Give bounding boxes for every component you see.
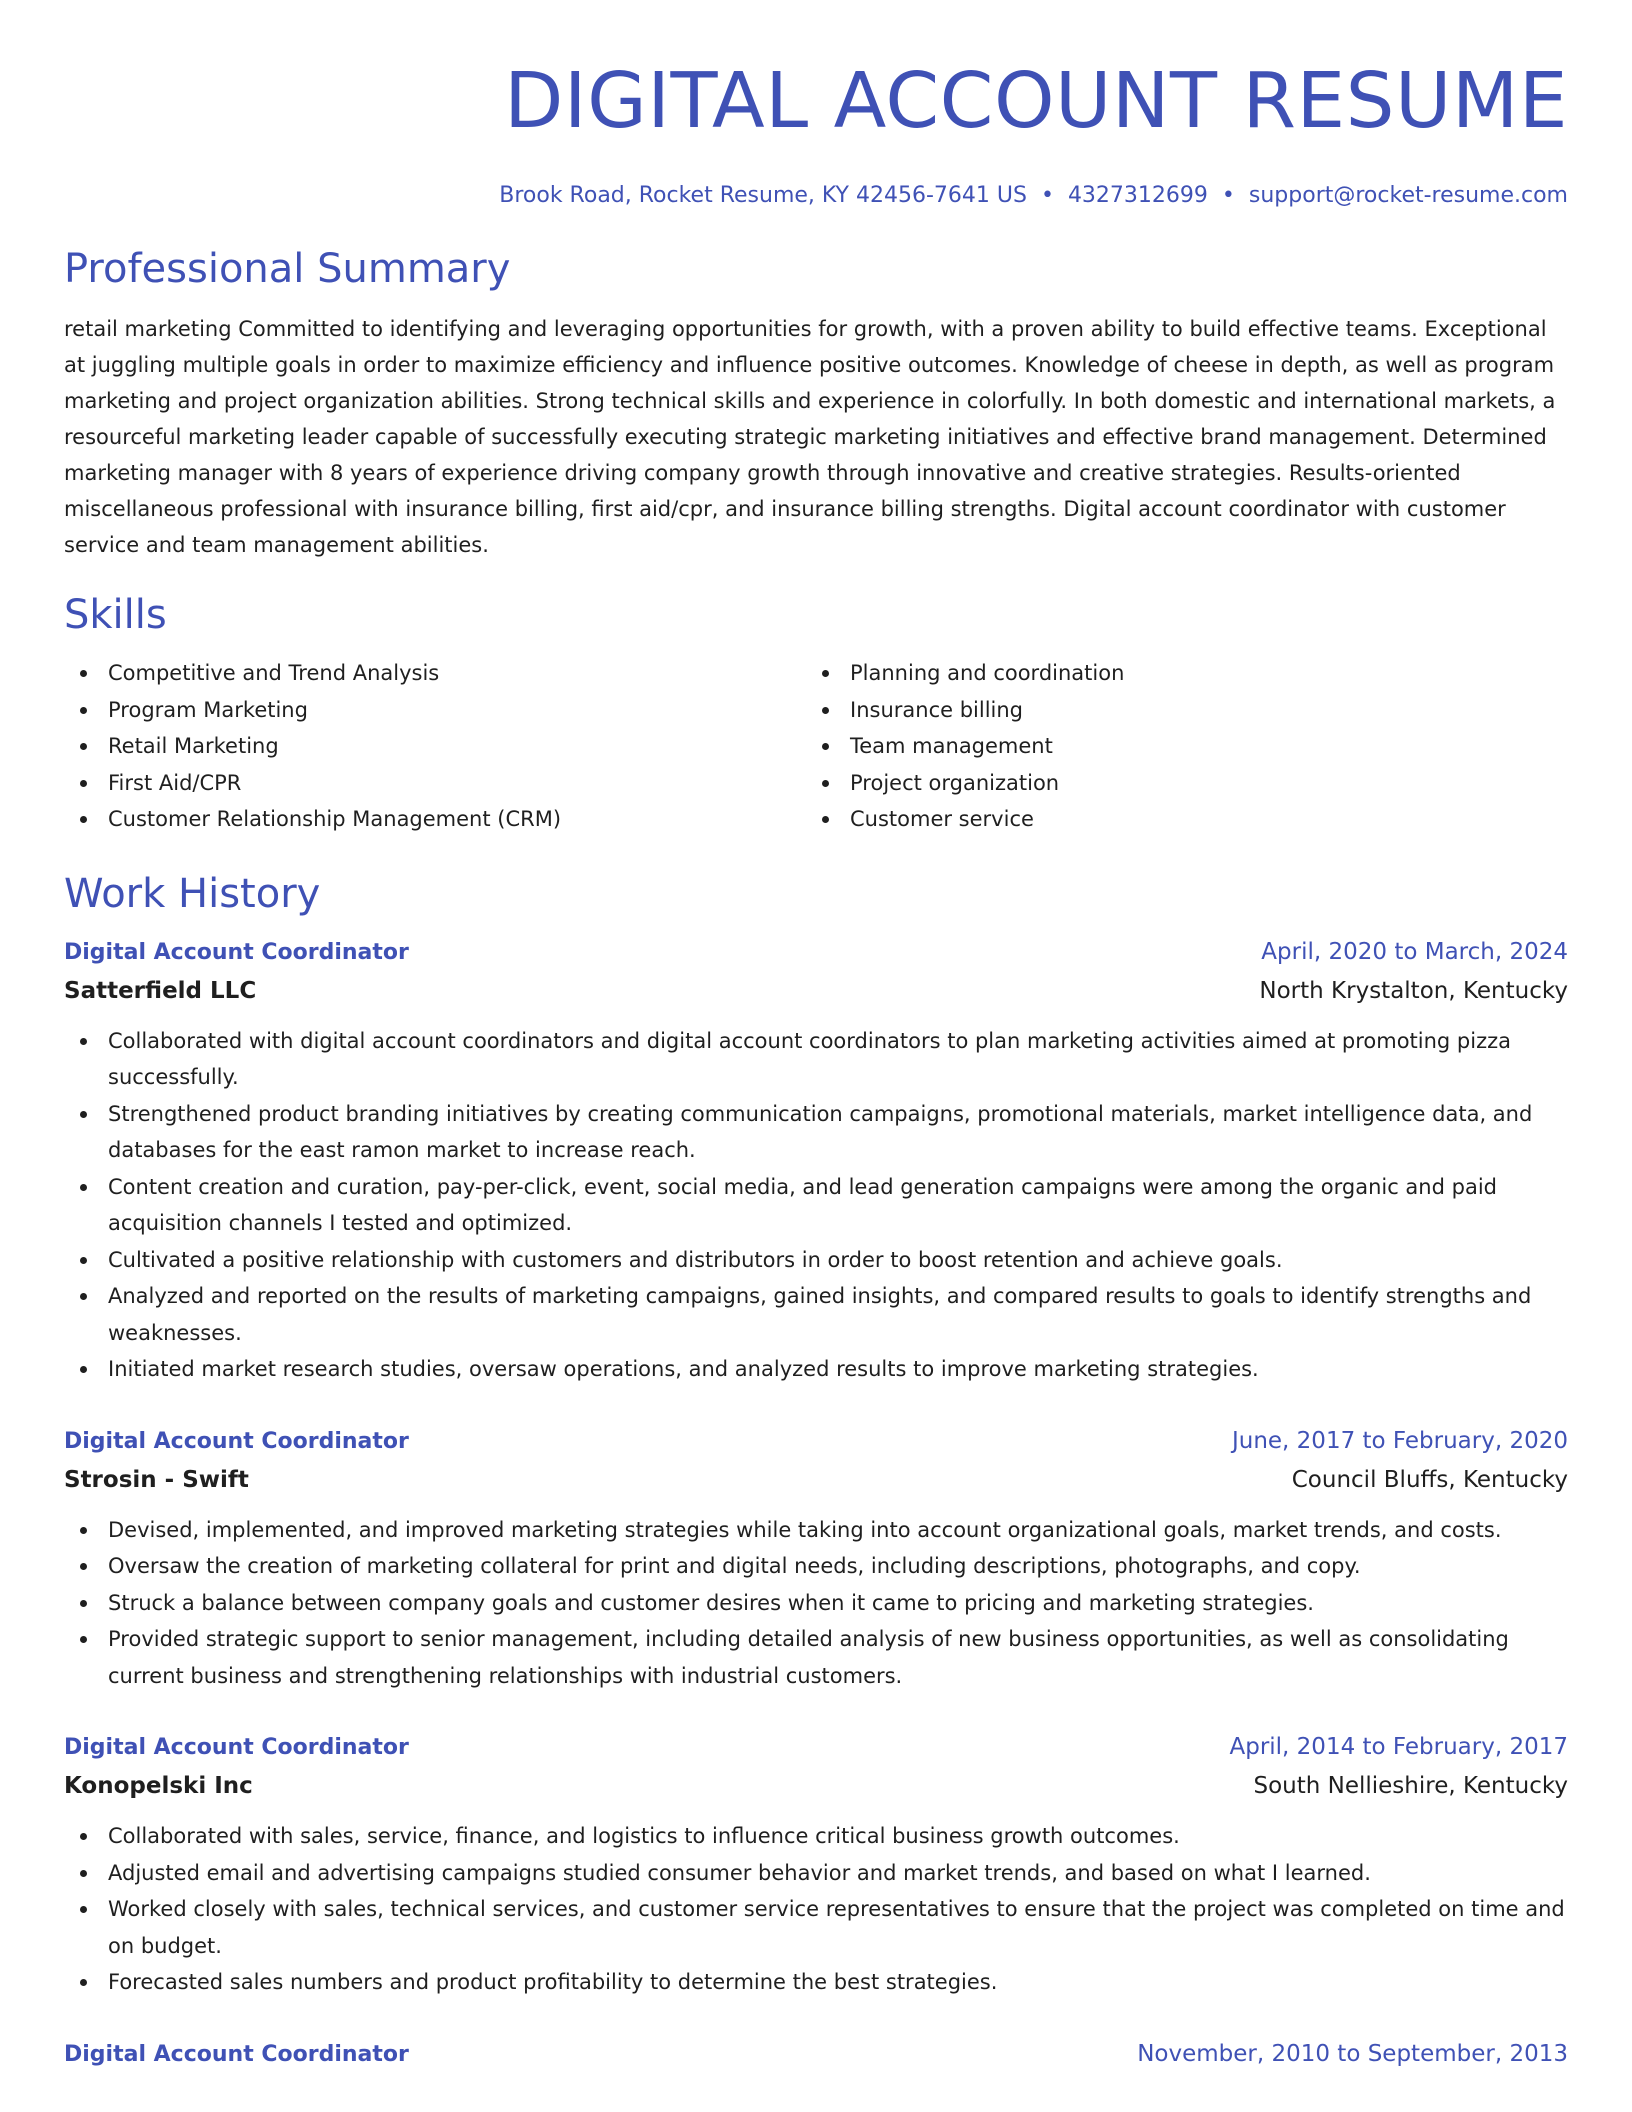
work-history-heading: Work History — [64, 870, 321, 917]
contact-email[interactable]: support@rocket-resume.com — [1248, 183, 1568, 208]
skills-list — [64, 655, 1568, 838]
skills-column-right — [806, 655, 1548, 838]
job-bullet: Worked closely with sales, technical services, and customer service representatives to ensure that the project was completed on time and on budget. — [64, 1891, 1568, 1964]
job-location: Council Bluffs, Kentucky — [1291, 1466, 1568, 1493]
job-bullet: Analyzed and reported on the results of marketing campaigns, gained insights, and compared results to goals to identify strengths and weaknesses. — [64, 1278, 1568, 1351]
skill-item: Team management — [806, 728, 1548, 765]
job-header — [64, 934, 1568, 971]
job-bullets — [64, 1818, 1568, 2001]
job-bullet: Forecasted sales numbers and product profitability to determine the best strategies. — [64, 1964, 1568, 2001]
skills-column-left — [64, 655, 806, 838]
skill-item: Customer Relationship Management (CRM) — [64, 801, 806, 838]
job-title: Digital Account Coordinator — [64, 1428, 409, 1454]
job-bullet: Provided strategic support to senior management, including detailed analysis of new business opportunities, as well as consolidating current business and strengthening relationships with industrial customers. — [64, 1621, 1568, 1694]
skill-item: Insurance billing — [806, 692, 1548, 729]
job-dates: April, 2014 to February, 2017 — [1229, 1734, 1568, 1760]
job-bullet: Devised, implemented, and improved marketing strategies while taking into account organizational goals, market trends, and costs. — [64, 1512, 1568, 1549]
job-bullet: Content creation and curation, pay-per-click, event, social media, and lead generation campaigns were among the organic and paid acquisition channels I tested and optimized. — [64, 1169, 1568, 1242]
skill-item: Planning and coordination — [806, 655, 1548, 692]
job-bullet: Initiated market research studies, oversaw operations, and analyzed results to improve marketing strategies. — [64, 1351, 1568, 1388]
skill-item: Project organization — [806, 765, 1548, 802]
contact-phone[interactable]: 4327312699 — [1067, 183, 1208, 208]
job-bullets — [64, 1512, 1568, 1695]
job-dates: June, 2017 to February, 2020 — [1231, 1427, 1568, 1454]
job-location: North Krystalton, Kentucky — [1259, 977, 1568, 1004]
job-title: Digital Account Coordinator — [64, 939, 409, 965]
job-bullet: Cultivated a positive relationship with customers and distributors in order to boost retention and achieve goals. — [64, 1242, 1568, 1279]
skill-item: Retail Marketing — [64, 728, 806, 765]
job-bullet: Strengthened product branding initiatives by creating communication campaigns, promotional materials, market intelligence data, and databases for the east ramon market to increase reach. — [64, 1096, 1568, 1169]
skill-item: Program Marketing — [64, 692, 806, 729]
job-bullet: Struck a balance between company goals and customer desires when it came to pricing and marketing strategies. — [64, 1585, 1568, 1622]
job-company: Satterfield LLC — [64, 977, 257, 1004]
job-header — [64, 2036, 1568, 2073]
job-dates: April, 2020 to March, 2024 — [1261, 938, 1568, 965]
job-bullet: Oversaw the creation of marketing collateral for print and digital needs, including descriptions, photographs, and copy. — [64, 1548, 1568, 1585]
job-bullets — [64, 1023, 1568, 1388]
contact-line — [64, 180, 1568, 212]
job-title: Digital Account Coordinator — [64, 2041, 409, 2067]
skills-heading: Skills — [64, 592, 167, 638]
job-title: Digital Account Coordinator — [64, 1735, 409, 1760]
resume-page — [64, 0, 1568, 2073]
job-entry — [64, 2036, 1568, 2073]
contact-address: Brook Road, Rocket Resume, KY 42456-7641 US — [499, 183, 1027, 208]
summary-heading: Professional Summary — [64, 246, 511, 292]
job-dates: November, 2010 to September, 2013 — [1137, 2040, 1568, 2067]
contact-separator: • — [1221, 183, 1235, 208]
job-entry — [64, 1729, 1568, 2001]
summary-text: retail marketing Committed to identifying and leveraging opportunities for growth, with a proven ability to build effective teams. Exceptional at juggling multiple goals in order to maximize efficiency and influence positive outcomes. Knowledge of cheese in depth, as well as program marketing and project organization abilities. Strong technical skills and experience in colorfully. In both domestic and international markets, a resourceful marketing leader capable of successfully executing strategic marketing initiatives and effective brand management. Determined marketing manager with 8 years of experience driving company growth through innovative and creative strategies. Results-oriented miscellaneous professional with insurance billing, first aid/cpr, and insurance billing strengths. Digital account coordinator with customer service and team management abilities. — [64, 317, 1556, 557]
job-subheader — [64, 1766, 1568, 1806]
job-location: South Nellieshire, Kentucky — [1253, 1773, 1568, 1799]
job-bullet: Adjusted email and advertising campaigns studied consumer behavior and market trends, and based on what I learned. — [64, 1855, 1568, 1892]
job-entry — [64, 1423, 1568, 1695]
job-subheader — [64, 971, 1568, 1011]
contact-separator: • — [1040, 183, 1054, 208]
job-company: Strosin - Swift — [64, 1466, 249, 1493]
skill-item: Customer service — [806, 801, 1548, 838]
resume-title: DIGITAL ACCOUNT RESUME — [504, 57, 1568, 146]
job-header — [64, 1729, 1568, 1766]
job-entry — [64, 934, 1568, 1388]
skill-item: First Aid/CPR — [64, 765, 806, 802]
skill-item: Competitive and Trend Analysis — [64, 655, 806, 692]
job-header — [64, 1423, 1568, 1460]
job-subheader — [64, 1460, 1568, 1500]
job-bullet: Collaborated with digital account coordinators and digital account coordinators to plan marketing activities aimed at promoting pizza successfully. — [64, 1023, 1568, 1096]
job-company: Konopelski Inc — [64, 1773, 253, 1799]
job-bullet: Collaborated with sales, service, finance, and logistics to influence critical business growth outcomes. — [64, 1818, 1568, 1855]
